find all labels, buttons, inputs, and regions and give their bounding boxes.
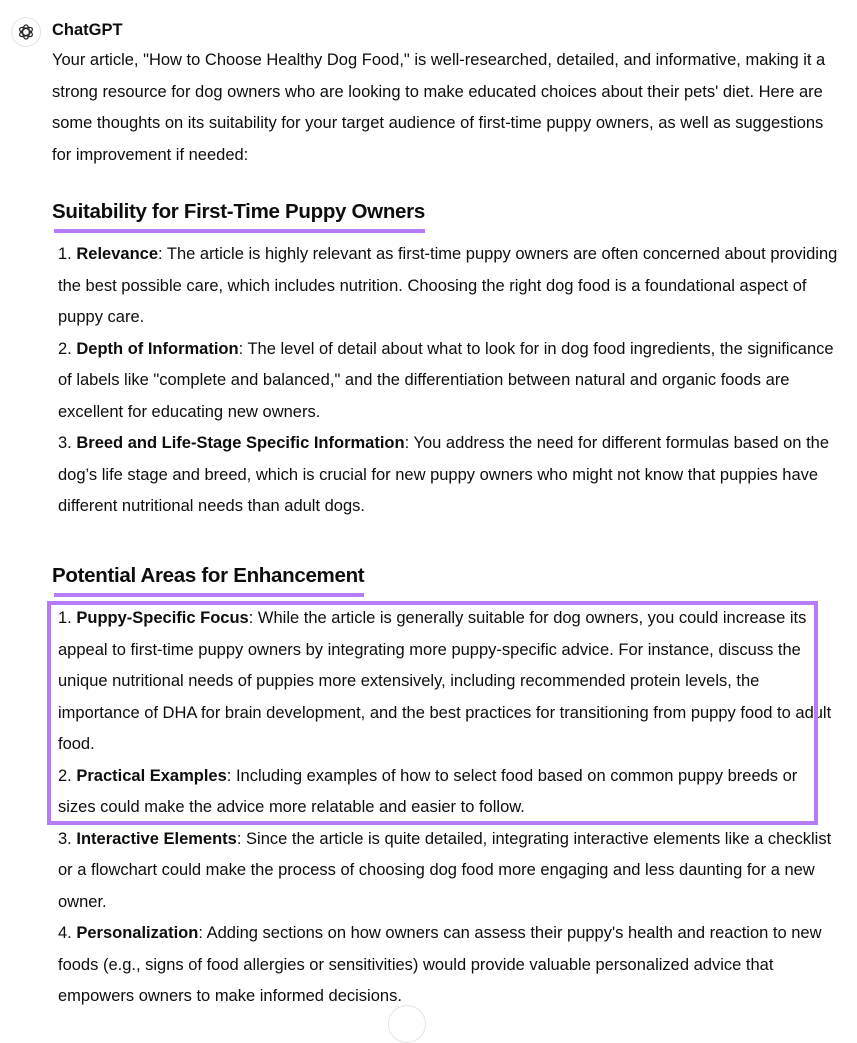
enhancement-list	[58, 603, 838, 1013]
list-item: 3. Interactive Elements: Since the article is quite detailed, integrating interactive elements like a checklist or a flowchart could make the process of choosing dog food more engaging and less daunting for a new owner.	[58, 829, 832, 911]
openai-logo-icon	[16, 22, 36, 42]
heading-text: Suitability for First-Time Puppy Owners	[52, 200, 425, 223]
heading-text: Potential Areas for Enhancement	[52, 564, 365, 587]
scroll-down-button[interactable]	[388, 1005, 426, 1043]
section-heading-suitability	[52, 199, 425, 233]
section-heading-enhancement	[52, 563, 364, 597]
intro-paragraph: Your article, "How to Choose Healthy Dog Food," is well-researched, detailed, and informative, making it a strong resource for dog owners who are looking to make educated choices about their pets' diet. Here are some thoughts on its suitability for your target audience of first-time puppy owners, as well as suggestions for improvement if needed:	[52, 51, 826, 164]
list-item: 4. Personalization: Adding sections on how owners can assess their puppy's health and reaction to new foods (e.g., signs of food allergies or sensitivities) would provide valuable personalized advice that empowers owners to make informed decisions.	[58, 924, 822, 1005]
heading-underline	[54, 229, 425, 233]
list-item: 1. Puppy-Specific Focus: While the article is generally suitable for dog owners, you could increase its appeal to first-time puppy owners by integrating more puppy-specific advice. For instance, discuss the unique nutritional needs of puppies more extensively, including recommended protein levels, the importance of DHA for brain development, and the best practices for transitioning from puppy food to adult food.	[58, 609, 832, 753]
suitability-list	[58, 239, 838, 523]
list-item: 3. Breed and Life-Stage Specific Information: You address the need for different formulas based on the dog’s life stage and breed, which is crucial for new puppy owners who might not know that puppies have different nutritional needs than adult dogs.	[58, 434, 830, 515]
heading-underline	[54, 593, 364, 597]
sender-name: ChatGPT	[52, 21, 123, 39]
avatar	[11, 17, 41, 47]
list-item: 2. Depth of Information: The level of detail about what to look for in dog food ingredients, the significance of labels like "complete and balanced," and the differentiation between natural and organic foods are excellent for educating new owners.	[58, 339, 834, 421]
list-item: 1. Relevance: The article is highly relevant as first-time puppy owners are often concerned about providing the best possible care, which includes nutrition. Choosing the right dog food is a foundational aspect of puppy care.	[58, 245, 838, 326]
list-item: 2. Practical Examples: Including examples of how to select food based on common puppy breeds or sizes could make the advice more relatable and easier to follow.	[58, 766, 798, 816]
